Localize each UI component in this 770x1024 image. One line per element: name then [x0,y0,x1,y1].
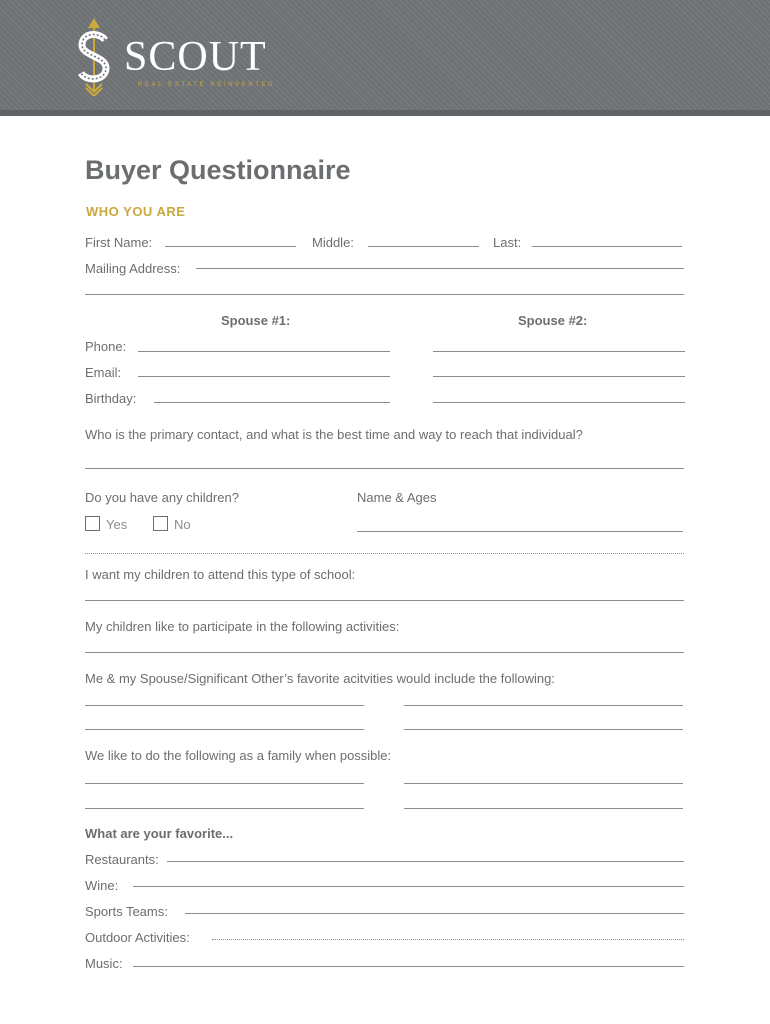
spouse-activities-field-4[interactable] [404,729,683,730]
outdoor-activities-field[interactable] [212,939,684,940]
section-heading: WHO YOU ARE [86,204,186,219]
spouse-1-header: Spouse #1: [221,313,291,328]
music-label: Music: [85,956,123,971]
spouse-activities-field-2[interactable] [404,705,683,706]
restaurants-label: Restaurants: [85,852,159,867]
spouse-2-header: Spouse #2: [518,313,588,328]
music-field[interactable] [133,966,684,967]
no-checkbox[interactable] [153,516,168,531]
children-question: Do you have any children? [85,490,239,505]
page-title: Buyer Questionnaire [85,155,351,185]
wine-field[interactable] [133,886,684,887]
last-name-label: Last: [493,235,522,250]
logo-tagline: REAL ESTATE REINVENTED [138,82,276,88]
middle-name-field[interactable] [368,246,479,247]
children-separator [85,553,684,554]
restaurants-field[interactable] [167,861,684,862]
wine-label: Wine: [85,878,119,893]
spouse-1-phone-field[interactable] [138,351,390,352]
spouse-activities-question: Me & my Spouse/Significant Other’s favorite acitvities would include the following: [85,671,555,686]
family-field-2[interactable] [404,783,683,784]
first-name-field[interactable] [165,246,296,247]
yes-label: Yes [106,517,128,532]
school-field[interactable] [85,600,684,601]
spouse-activities-field-3[interactable] [85,729,364,730]
name-ages-field[interactable] [357,531,683,532]
header-banner [0,0,770,110]
sports-teams-field[interactable] [185,913,684,914]
outdoor-activities-label: Outdoor Activities: [85,930,190,945]
family-question: We like to do the following as a family when possible: [85,748,392,763]
logo-wordmark: SCOUT [124,34,267,80]
spouse-2-phone-field[interactable] [433,351,685,352]
mailing-address-field-line2[interactable] [85,294,684,295]
scout-arrow-logo-icon [76,18,112,96]
sports-teams-label: Sports Teams: [85,904,168,919]
yes-checkbox[interactable] [85,516,100,531]
spouse-1-birthday-field[interactable] [154,402,390,403]
last-name-field[interactable] [532,246,682,247]
family-field-3[interactable] [85,808,364,809]
middle-name-label: Middle: [312,235,354,250]
mailing-address-field[interactable] [196,268,684,269]
name-ages-label: Name & Ages [357,490,437,505]
primary-contact-field[interactable] [85,468,684,469]
birthday-label: Birthday: [85,391,137,406]
spouse-1-email-field[interactable] [138,376,390,377]
email-label: Email: [85,365,122,380]
spouse-2-email-field[interactable] [433,376,685,377]
family-field-1[interactable] [85,783,364,784]
phone-label: Phone: [85,339,127,354]
spouse-2-birthday-field[interactable] [433,402,685,403]
favorites-header: What are your favorite... [85,826,234,841]
first-name-label: First Name: [85,235,153,250]
children-activities-field[interactable] [85,652,684,653]
family-field-4[interactable] [404,808,683,809]
children-activities-question: My children like to participate in the following activities: [85,619,400,634]
mailing-address-label: Mailing Address: [85,261,181,276]
school-question: I want my children to attend this type of school: [85,567,356,582]
spouse-activities-field-1[interactable] [85,705,364,706]
primary-contact-question: Who is the primary contact, and what is the best time and way to reach that individual? [85,427,583,442]
header-divider [0,110,770,116]
no-label: No [174,517,191,532]
